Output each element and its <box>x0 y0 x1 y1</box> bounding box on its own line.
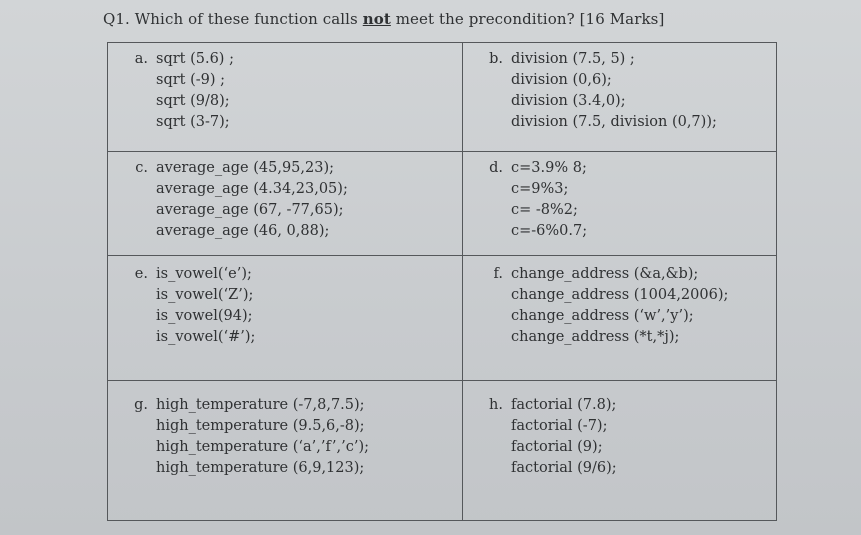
item-letter: f. <box>493 266 503 282</box>
call-line: sqrt (9/8); <box>156 93 230 109</box>
question-title: Q1. Which of these function calls not meet the precondition? [16 Marks] <box>103 10 665 28</box>
call-line: factorial (7.8); <box>511 397 617 413</box>
table-row <box>108 256 777 381</box>
cell-c <box>108 152 463 256</box>
call-line: average_age (67, -77,65); <box>156 202 344 218</box>
call-line: high_temperature (9.5,6,-8); <box>156 418 365 434</box>
item-letter: c. <box>135 160 148 176</box>
item-letter: e. <box>134 266 148 282</box>
call-line: average_age (4.34,23,05); <box>156 181 348 197</box>
call-line: division (0,6); <box>511 72 612 88</box>
call-line: change_address (*t,*j); <box>511 329 680 345</box>
call-line: c=-6%0.7; <box>511 223 588 239</box>
call-line: average_age (45,95,23); <box>156 160 334 176</box>
call-line: high_temperature (-7,8,7.5); <box>156 397 365 413</box>
call-line: sqrt (5.6) ; <box>156 51 234 67</box>
call-line: factorial (9); <box>511 439 603 455</box>
function-calls-table <box>107 42 777 521</box>
table-row <box>108 152 777 256</box>
call-line: is_vowel(‘Z’); <box>156 287 254 303</box>
call-line: change_address (‘w’,’y’); <box>511 308 694 324</box>
call-line: change_address (&a,&b); <box>511 266 699 282</box>
cell-b <box>463 43 777 152</box>
call-line: factorial (-7); <box>511 418 608 434</box>
call-line: is_vowel(‘#’); <box>156 329 256 345</box>
call-line: high_temperature (‘a’,’f’,’c’); <box>156 439 370 455</box>
call-line: c=3.9% 8; <box>511 160 587 176</box>
call-line: c= -8%2; <box>511 202 578 218</box>
table-row <box>108 381 777 521</box>
item-letter: g. <box>134 397 148 413</box>
call-line: sqrt (-9) ; <box>156 72 226 88</box>
call-line: sqrt (3-7); <box>156 114 230 130</box>
cell-g <box>108 381 463 521</box>
cell-e <box>108 256 463 381</box>
call-line: division (7.5, 5) ; <box>511 51 635 67</box>
item-letter: b. <box>489 51 503 67</box>
question-emphasis: not <box>362 10 391 28</box>
call-line: average_age (46, 0,88); <box>156 223 330 239</box>
cell-h <box>463 381 777 521</box>
item-letter: a. <box>134 51 148 67</box>
call-line: division (7.5, division (0,7)); <box>511 114 717 130</box>
call-line: is_vowel(‘e’); <box>156 266 252 282</box>
call-line: division (3.4,0); <box>511 93 626 109</box>
call-line: change_address (1004,2006); <box>511 287 729 303</box>
item-letter: h. <box>489 397 503 413</box>
call-line: is_vowel(94); <box>156 308 253 324</box>
call-line: c=9%3; <box>511 181 569 197</box>
cell-f <box>463 256 777 381</box>
item-letter: d. <box>489 160 503 176</box>
cell-a <box>108 43 463 152</box>
call-line: high_temperature (6,9,123); <box>156 460 365 476</box>
cell-d <box>463 152 777 256</box>
call-line: factorial (9/6); <box>511 460 617 476</box>
table-row <box>108 43 777 152</box>
